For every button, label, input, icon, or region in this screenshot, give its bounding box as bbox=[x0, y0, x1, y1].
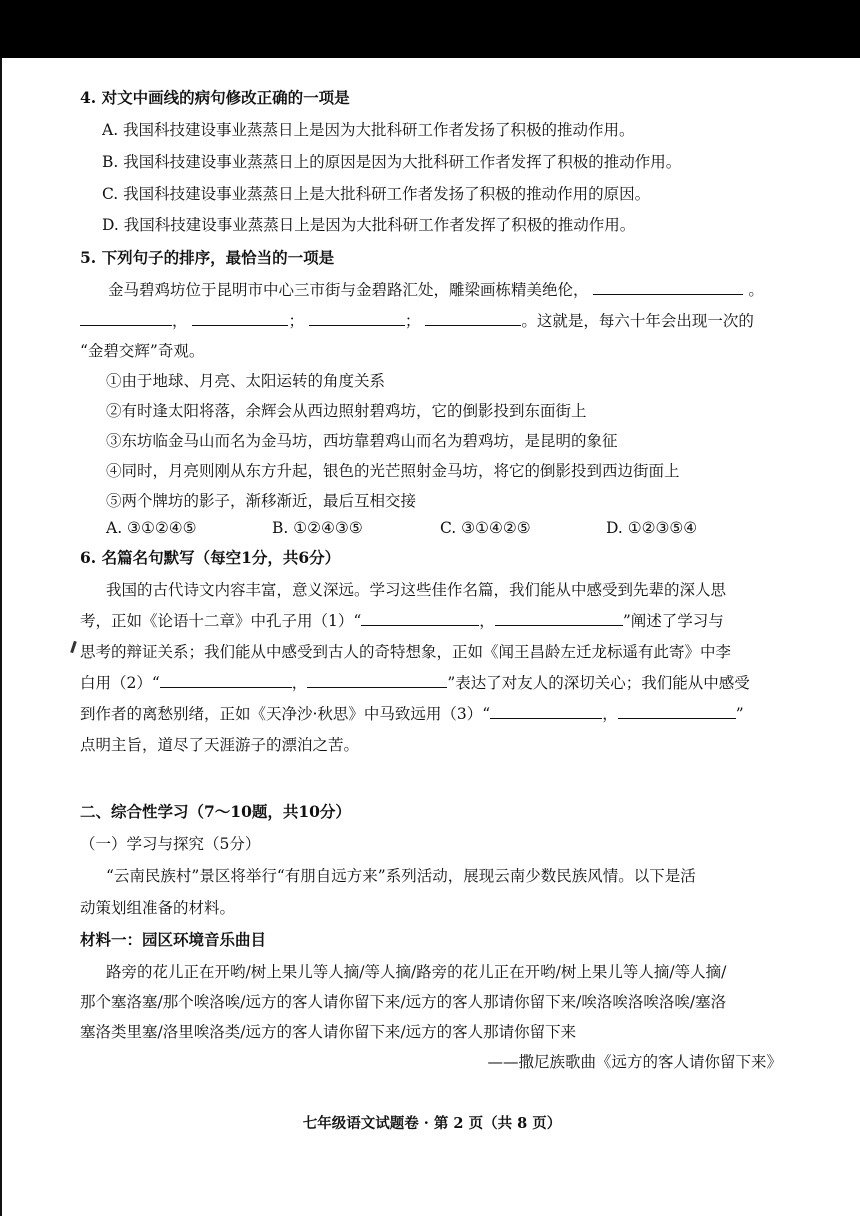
section-intro-1: “云南民族村”景区将举行“有朋自远方来”系列活动，展现云南少数民族风情。以下是活 bbox=[106, 867, 696, 885]
q5-choice-a: A. ③①②④⑤ bbox=[106, 519, 197, 537]
q5-punct: ， bbox=[172, 312, 188, 330]
q5-sentence-2: ②有时逢太阳将落，余辉会从西边照射碧鸡坊，它的倒影投到东面街上 bbox=[106, 402, 587, 420]
q6-text: ” bbox=[735, 705, 744, 723]
q5-sentence-5: ⑤两个牌坊的影子，渐移渐近，最后互相交接 bbox=[106, 492, 417, 510]
q5-passage-line-1 bbox=[108, 278, 764, 300]
q5-blank-2[interactable] bbox=[80, 311, 172, 326]
q6-text: ”阐述了学习与 bbox=[622, 612, 724, 630]
q6-text: 到作者的离愁别绪，正如《天净沙·秋思》中马致远用（3）“ bbox=[80, 705, 491, 723]
q6-blank-5[interactable] bbox=[490, 704, 602, 719]
q5-sentence-3: ③东坊临金马山而名为金马坊，西坊靠碧鸡山而名为碧鸡坊，是昆明的象征 bbox=[106, 432, 618, 450]
q6-text: 考，正如《论语十二章》中孔子用（1）“ bbox=[80, 612, 362, 630]
q6-blank-4[interactable] bbox=[307, 673, 447, 688]
page-footer: 七年级语文试题卷 · 第 2 页（共 8 页） bbox=[302, 1115, 562, 1132]
q5-sentence-1: ①由于地球、月亮、太阳运转的角度关系 bbox=[106, 372, 386, 390]
lyrics-line-3: 塞洛类里塞/洛里唉洛类/远方的客人请你留下来/远方的客人那请你留下来 bbox=[80, 1023, 577, 1041]
q5-blank-4[interactable] bbox=[309, 311, 405, 326]
q6-blank-6[interactable] bbox=[618, 704, 736, 719]
q5-passage-text: 金马碧鸡坊位于昆明市中心三市街与金碧路汇处，雕梁画栋精美绝伦， bbox=[108, 281, 589, 299]
q6-text: ”表达了对友人的深切关心；我们能从中感受 bbox=[447, 674, 750, 692]
q6-text: ， bbox=[291, 674, 308, 692]
q5-passage-line-2 bbox=[80, 309, 754, 331]
pen-mark bbox=[70, 641, 77, 653]
material-title: 材料一：园区环境音乐曲目 bbox=[80, 930, 267, 949]
q5-punct: ； bbox=[404, 312, 421, 330]
q5-passage-end: 。这就是，每六十年会出现一次的 bbox=[521, 312, 754, 330]
q6-line-4 bbox=[80, 671, 750, 693]
q5-choice-b: B. ①②④③⑤ bbox=[272, 519, 363, 537]
q6-stem: 6. 名篇名句默写（每空1分，共6分） bbox=[80, 548, 341, 567]
q5-blank-1[interactable] bbox=[593, 280, 743, 295]
q5-blank-5[interactable] bbox=[425, 311, 521, 326]
q6-blank-2[interactable] bbox=[495, 611, 623, 626]
q5-sentence-4: ④同时，月亮则刚从东方升起，银色的光芒照射金马坊，将它的倒影投到西边街面上 bbox=[106, 462, 680, 480]
q6-blank-1[interactable] bbox=[361, 611, 479, 626]
q5-punct: ； bbox=[288, 312, 304, 330]
subsection-title: （一）学习与探究（5分） bbox=[80, 835, 261, 853]
q4-option-b: B. 我国科技建设事业蒸蒸日上的原因是因为大批科研工作者发挥了积极的推动作用。 bbox=[102, 153, 682, 171]
q5-choice-c: C. ③①④②⑤ bbox=[440, 519, 531, 537]
q5-passage-line-3: “金碧交辉”奇观。 bbox=[80, 342, 205, 360]
q4-option-c: C. 我国科技建设事业蒸蒸日上是大批科研工作者发扬了积极的推动作用的原因。 bbox=[102, 185, 651, 203]
q4-option-d: D. 我国科技建设事业蒸蒸日上是因为大批科研工作者发挥了积极的推动作用。 bbox=[102, 216, 636, 234]
q6-line-3: 思考的辩证关系；我们能从中感受到古人的奇特想象，正如《闻王昌龄左迁龙标遥有此寄》中李 bbox=[80, 643, 732, 661]
q4-stem: 4. 对文中画线的病句修改正确的一项是 bbox=[80, 88, 350, 107]
q5-punct: 。 bbox=[748, 281, 764, 299]
q4-option-a: A. 我国科技建设事业蒸蒸日上是因为大批科研工作者发扬了积极的推动作用。 bbox=[102, 121, 635, 139]
q6-text: ， bbox=[602, 705, 618, 723]
q5-blank-3[interactable] bbox=[192, 311, 288, 326]
q6-line-2 bbox=[80, 609, 724, 631]
q6-line-5 bbox=[80, 702, 744, 724]
song-source: ——撒尼族歌曲《远方的客人请你留下来》 bbox=[487, 1053, 782, 1071]
q5-stem: 5. 下列句子的排序，最恰当的一项是 bbox=[80, 248, 335, 267]
section-title: 二、综合性学习（7～10题，共10分） bbox=[80, 802, 351, 821]
lyrics-line-2: 那个塞洛塞/那个唉洛唉/远方的客人请你留下来/远方的客人那请你留下来/唉洛唉洛唉洛唉/塞洛 bbox=[80, 993, 727, 1011]
q6-line-6: 点明主旨，道尽了天涯游子的漂泊之苦。 bbox=[80, 736, 360, 754]
section-intro-2: 动策划组准备的材料。 bbox=[80, 899, 236, 917]
q5-choice-d: D. ①②③⑤④ bbox=[606, 519, 698, 537]
q6-text: ， bbox=[479, 612, 495, 630]
q6-blank-3[interactable] bbox=[160, 673, 292, 688]
lyrics-line-1: 路旁的花儿正在开哟/树上果儿等人摘/等人摘/路旁的花儿正在开哟/树上果儿等人摘/等人摘/ bbox=[106, 963, 727, 981]
exam-page bbox=[0, 58, 860, 1216]
q6-line-1: 我国的古代诗文内容丰富，意义深远。学习这些佳作名篇，我们能从中感受到先辈的深人思 bbox=[106, 581, 727, 599]
q6-text: 白用（2）“ bbox=[80, 674, 160, 692]
